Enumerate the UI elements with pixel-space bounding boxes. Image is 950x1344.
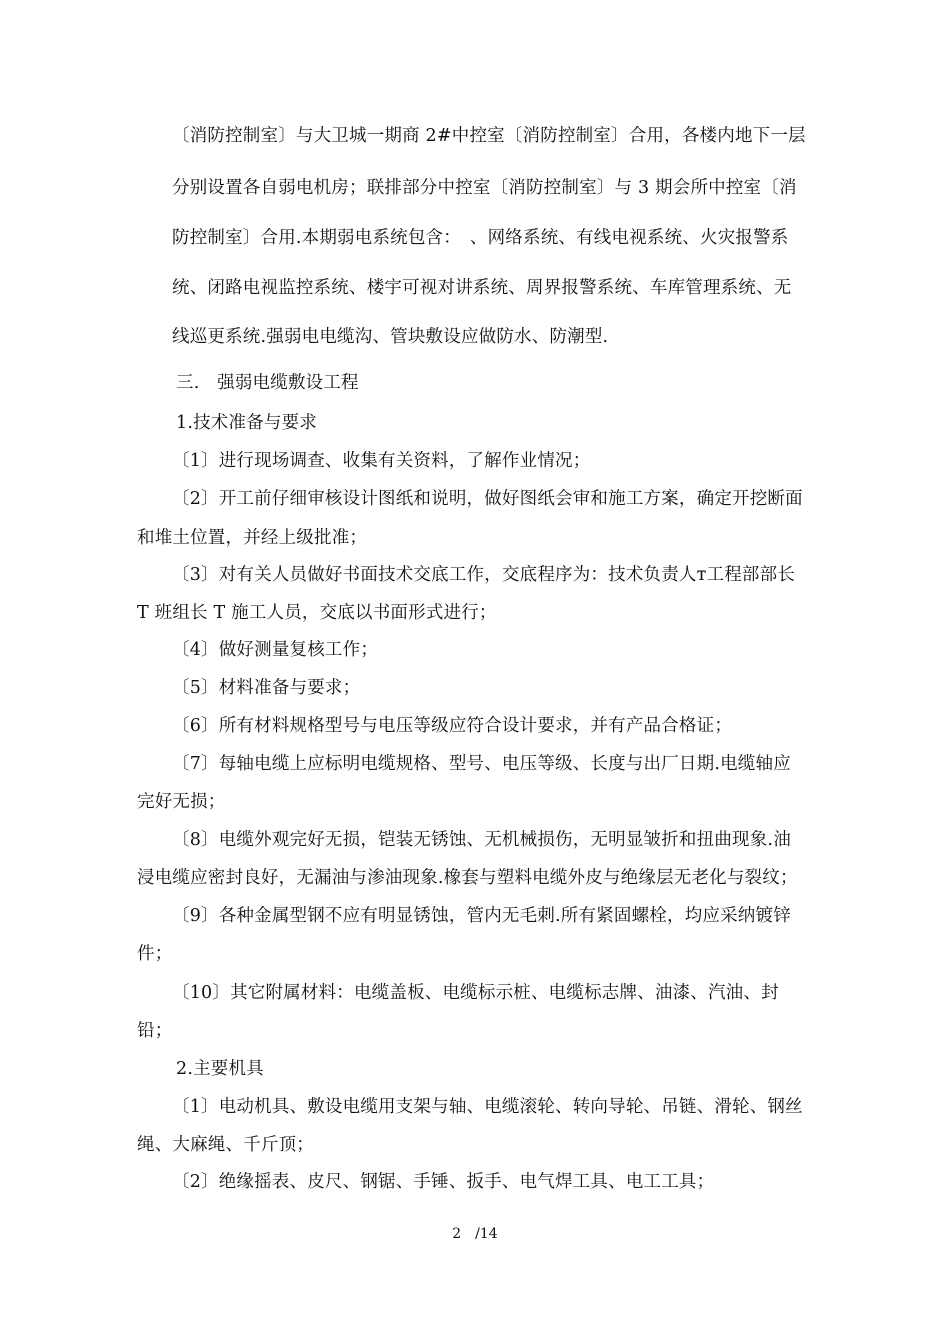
list-item: 〔3〕对有关人员做好书面技术交底工作，交底程序为：技术负责人ᴛ工程部部长 <box>172 565 796 585</box>
list-item: 〔9〕各种金属型钢不应有明显锈蚀，管内无毛刺.所有紧固螺栓，均应采纳镀锌 <box>172 906 791 926</box>
list-item-continuation: 浸电缆应密封良好，无漏油与渗油现象.橡套与塑料电缆外皮与绝缘层无老化与裂纹； <box>137 868 798 888</box>
list-item: 〔7〕每轴电缆上应标明电缆规格、型号、电压等级、长度与出厂日期.电缆轴应 <box>172 754 791 774</box>
list-item: 〔2〕开工前仔细审核设计图纸和说明，做好图纸会审和施工方案，确定开挖断面 <box>172 489 803 509</box>
list-item: 〔4〕做好测量复核工作； <box>172 640 379 660</box>
subsection-heading: 1.技术准备与要求 <box>176 413 317 433</box>
list-item: 〔1〕电动机具、敷设电缆用支架与轴、电缆滚轮、转向导轮、吊链、滑轮、钢丝 <box>172 1097 803 1117</box>
subsection-heading: 2.主要机具 <box>176 1059 264 1079</box>
list-item-continuation: 和堆土位置，并经上级批准； <box>137 528 368 548</box>
body-text-line: 防控制室〕合用.本期弱电系统包含： 、网络系统、有线电视系统、火灾报警系 <box>172 228 789 248</box>
list-item-continuation: 完好无损； <box>137 792 226 812</box>
body-text-line: 统、闭路电视监控系统、楼宇可视对讲系统、周界报警系统、车库管理系统、无 <box>172 278 792 298</box>
list-item: 〔10〕其它附属材料：电缆盖板、电缆标示桩、电缆标志牌、油漆、汽油、封 <box>172 983 779 1003</box>
body-text-line: 〔消防控制室〕与大卫城一期商 2#中控室〔消防控制室〕合用，各楼内地下一层 <box>172 126 806 146</box>
list-item: 〔1〕进行现场调查、收集有关资料，了解作业情况； <box>172 451 591 471</box>
list-item: 〔2〕绝缘摇表、皮尺、钢锯、手锤、扳手、电气焊工具、电工工具； <box>172 1172 715 1192</box>
body-text-line: 分别设置各自弱电机房；联排部分中控室〔消防控制室〕与 3 期会所中控室〔消 <box>172 178 797 198</box>
list-item: 〔8〕电缆外观完好无损，铠装无锈蚀、无机械损伤，无明显皱折和扭曲现象.油 <box>172 830 791 850</box>
section-heading: 三. 强弱电缆敷设工程 <box>176 373 359 393</box>
list-item-continuation: 件； <box>137 944 173 964</box>
page-number: 2 /14 <box>452 1226 498 1242</box>
list-item-continuation: T 班组长 T 施工人员，交底以书面形式进行； <box>137 603 497 623</box>
list-item-continuation: 绳、大麻绳、千斤顶； <box>137 1135 314 1155</box>
list-item-continuation: 铅； <box>137 1021 173 1041</box>
list-item: 〔6〕所有材料规格型号与电压等级应符合设计要求，并有产品合格证； <box>172 716 733 736</box>
list-item: 〔5〕材料准备与要求； <box>172 678 361 698</box>
body-text-line: 线巡更系统.强弱电电缆沟、管块敷设应做防水、防潮型. <box>172 327 609 347</box>
